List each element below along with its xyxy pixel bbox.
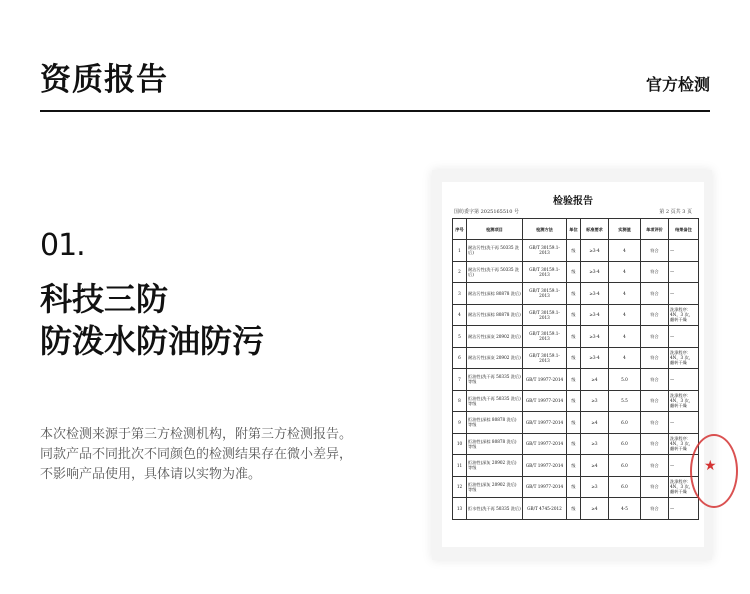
table-row: [453, 412, 699, 434]
table-cell: 耐沾污性(深灰 20902 洗后): [467, 347, 523, 369]
table-cell: 4: [609, 347, 641, 369]
table-cell: 拒油性(深灰 20902 洗后) 等级: [467, 455, 523, 477]
table-cell: ≥3: [581, 390, 609, 412]
table-cell: 级: [567, 412, 581, 434]
table-cell: 符合: [641, 455, 669, 477]
table-cell: 5.0: [609, 369, 641, 391]
report-table-header: [453, 219, 699, 240]
table-cell: 1: [453, 240, 467, 262]
table-cell: 符合: [641, 476, 669, 498]
seal-star-icon: ★: [704, 458, 717, 474]
table-cell: ≥4: [581, 412, 609, 434]
headline-line-1: 科技三防: [40, 280, 169, 318]
table-cell: 级: [567, 347, 581, 369]
report-page-info: 第 2 页共 3 页: [659, 209, 692, 215]
table-cell: GB/T 19977-2014: [523, 369, 567, 391]
table-cell: 4: [609, 326, 641, 348]
table-cell: GB/T 19977-2014: [523, 433, 567, 455]
column-header: 结果备注: [669, 219, 699, 240]
table-cell: 拒水性(洗干再 50335 洗后): [467, 498, 523, 520]
table-cell: 6.0: [609, 412, 641, 434]
table-cell: GB/T 19977-2014: [523, 455, 567, 477]
table-cell: 耐沾污性(深棕 80878 洗后): [467, 283, 523, 305]
table-cell: ≥4: [581, 498, 609, 520]
section-number: 01.: [40, 228, 85, 263]
table-cell: 5: [453, 326, 467, 348]
table-cell: 4-5: [609, 498, 641, 520]
table-row: [453, 304, 699, 326]
table-cell: 6.0: [609, 455, 641, 477]
table-cell: 拒油性(洗干再 50335 洗后) 等级: [467, 390, 523, 412]
report-number: 国纺委字第 2025165510 号: [454, 209, 519, 215]
table-cell: ≥4: [581, 369, 609, 391]
page-title: 资质报告: [40, 62, 168, 98]
description-line-1: 本次检测来源于第三方检测机构，附第三方检测报告。: [40, 427, 353, 442]
table-cell: 符合: [641, 412, 669, 434]
table-row: [453, 240, 699, 262]
table-row: [453, 283, 699, 305]
section-description: [40, 425, 380, 485]
table-cell: —: [669, 498, 699, 520]
table-cell: 级: [567, 433, 581, 455]
table-cell: 2: [453, 261, 467, 283]
table-cell: 4: [609, 283, 641, 305]
table-cell: 6.0: [609, 433, 641, 455]
table-cell: GB/T 30159.1-2013: [523, 240, 567, 262]
header-right-label: 官方检测: [645, 75, 710, 94]
report-table: [452, 218, 699, 520]
table-cell: 7: [453, 369, 467, 391]
column-header: 单位: [567, 219, 581, 240]
table-cell: —: [669, 261, 699, 283]
table-cell: 符合: [641, 390, 669, 412]
table-row: [453, 326, 699, 348]
table-cell: —: [669, 412, 699, 434]
table-cell: 洗涤程序：4N，3 次，翻转干燥: [669, 390, 699, 412]
table-cell: 符合: [641, 326, 669, 348]
table-cell: GB/T 30159.1-2013: [523, 326, 567, 348]
table-cell: 洗涤程序：4N，3 次，翻转干燥: [669, 476, 699, 498]
table-cell: 级: [567, 283, 581, 305]
table-row: [453, 369, 699, 391]
table-row: [453, 347, 699, 369]
table-cell: 耐沾污性(洗干再 50335 洗后): [467, 240, 523, 262]
table-cell: —: [669, 326, 699, 348]
table-cell: 洗涤程序：4N，3 次，翻转干燥: [669, 304, 699, 326]
header-divider: [40, 110, 710, 112]
table-cell: —: [669, 455, 699, 477]
table-cell: GB/T 30159.1-2013: [523, 283, 567, 305]
report-document: [442, 182, 717, 547]
table-cell: 8: [453, 390, 467, 412]
table-cell: ≥3-4: [581, 304, 609, 326]
column-header: 实测值: [609, 219, 641, 240]
table-cell: 4: [453, 304, 467, 326]
table-cell: 级: [567, 240, 581, 262]
column-header: 序号: [453, 219, 467, 240]
table-cell: 6.0: [609, 476, 641, 498]
table-cell: 符合: [641, 261, 669, 283]
table-row: [453, 476, 699, 498]
table-row: [453, 261, 699, 283]
headline-line-2: 防泼水防油防污: [40, 322, 265, 360]
report-table-body: [453, 240, 699, 520]
table-cell: GB/T 19977-2014: [523, 476, 567, 498]
table-cell: 洗涤程序：4N，3 次，翻转干燥: [669, 347, 699, 369]
table-row: [453, 498, 699, 520]
table-cell: 级: [567, 390, 581, 412]
description-line-2: 同款产品不同批次不同颜色的检测结果存在微小差异，: [40, 447, 353, 462]
section-headline: [40, 278, 264, 362]
table-cell: ≥3-4: [581, 347, 609, 369]
table-cell: 拒油性(深棕 80878 洗后) 等级: [467, 412, 523, 434]
table-cell: 级: [567, 498, 581, 520]
table-cell: 6: [453, 347, 467, 369]
table-cell: GB/T 19977-2014: [523, 412, 567, 434]
table-cell: 符合: [641, 304, 669, 326]
table-cell: 4: [609, 240, 641, 262]
table-cell: 3: [453, 283, 467, 305]
table-cell: —: [669, 369, 699, 391]
table-cell: ≥3-4: [581, 261, 609, 283]
table-cell: 11: [453, 455, 467, 477]
table-cell: —: [669, 283, 699, 305]
report-card: [432, 170, 717, 560]
table-cell: —: [669, 240, 699, 262]
table-cell: 5.5: [609, 390, 641, 412]
table-row: [453, 455, 699, 477]
table-cell: 13: [453, 498, 467, 520]
table-cell: 符合: [641, 498, 669, 520]
description-line-3: 不影响产品使用，具体请以实物为准。: [40, 467, 262, 482]
table-cell: 级: [567, 369, 581, 391]
table-cell: 4: [609, 261, 641, 283]
table-cell: 耐沾污性(深棕 80878 洗后): [467, 304, 523, 326]
table-row: [453, 390, 699, 412]
table-cell: 9: [453, 412, 467, 434]
table-cell: GB/T 30159.1-2013: [523, 347, 567, 369]
column-header: 单项评价: [641, 219, 669, 240]
table-cell: ≥3-4: [581, 326, 609, 348]
report-title: 检验报告: [553, 196, 593, 207]
table-cell: 10: [453, 433, 467, 455]
table-row: [453, 433, 699, 455]
table-cell: 级: [567, 455, 581, 477]
table-cell: 符合: [641, 347, 669, 369]
table-cell: 洗涤程序：4N，3 次，翻转干燥: [669, 433, 699, 455]
table-cell: GB/T 30159.1-2013: [523, 304, 567, 326]
table-cell: ≥4: [581, 455, 609, 477]
table-cell: 级: [567, 304, 581, 326]
table-cell: 符合: [641, 240, 669, 262]
table-cell: GB/T 30159.1-2013: [523, 261, 567, 283]
table-cell: 拒油性(深棕 80878 洗后) 等级: [467, 433, 523, 455]
table-cell: 4: [609, 304, 641, 326]
table-cell: 级: [567, 261, 581, 283]
table-cell: 符合: [641, 283, 669, 305]
table-cell: 符合: [641, 369, 669, 391]
table-cell: 拒油性(深灰 20902 洗后) 等级: [467, 476, 523, 498]
table-cell: ≥3-4: [581, 283, 609, 305]
table-cell: ≥3: [581, 433, 609, 455]
table-cell: 耐沾污性(深灰 20902 洗后): [467, 326, 523, 348]
table-cell: GB/T 4745-2012: [523, 498, 567, 520]
column-header: 检测方法: [523, 219, 567, 240]
table-cell: GB/T 19977-2014: [523, 390, 567, 412]
table-cell: ≥3: [581, 476, 609, 498]
table-cell: 拒油性(洗干再 50335 洗后) 等级: [467, 369, 523, 391]
table-cell: ≥3-4: [581, 240, 609, 262]
table-cell: 级: [567, 326, 581, 348]
table-cell: 耐沾污性(洗干再 50335 洗后): [467, 261, 523, 283]
table-cell: 级: [567, 476, 581, 498]
column-header: 检测项目: [467, 219, 523, 240]
table-cell: 符合: [641, 433, 669, 455]
column-header: 标准要求: [581, 219, 609, 240]
table-cell: 12: [453, 476, 467, 498]
